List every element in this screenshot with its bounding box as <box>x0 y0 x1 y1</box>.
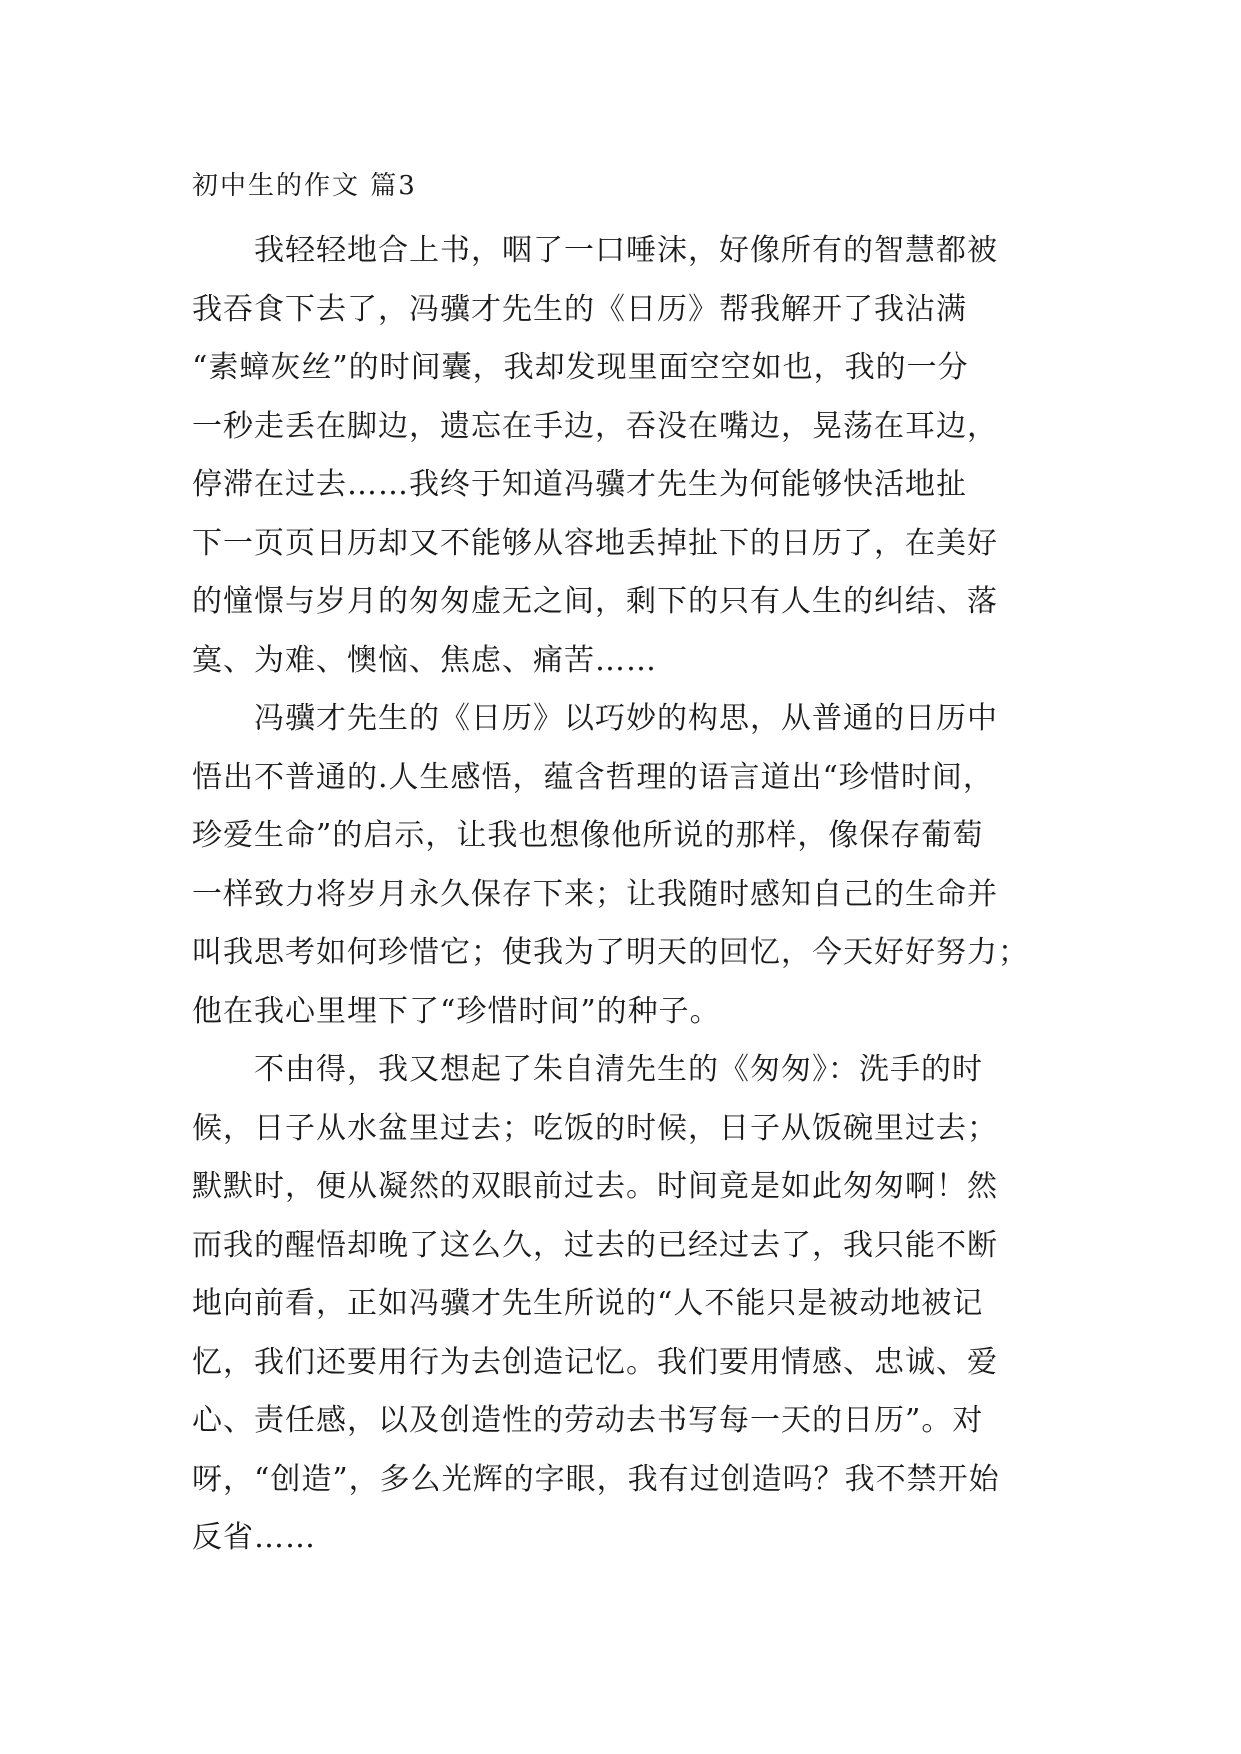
paragraph-3 <box>192 1041 1052 1568</box>
text-line: 的憧憬与岁月的匆匆虚无之间，剩下的只有人生的纠结、落 <box>192 584 998 619</box>
text-line: 叫我思考如何珍惜它；使我为了明天的回忆，今天好好努力； <box>192 935 1029 970</box>
text-line: 候，日子从水盆里过去；吃饭的时候，日子从饭碗里过去； <box>192 1110 998 1146</box>
text-line: 我轻轻地合上书，咽了一口唾沫，好像所有的智慧都被 <box>192 233 998 268</box>
text-line: “素蟑灰丝”的时间囊，我却发现里面空空如也，我的一分 <box>192 350 969 385</box>
text-line: 呀，“创造”，多么光辉的字眼，我有过创造吗？我不禁开始 <box>192 1461 1000 1497</box>
essay-title: 初中生的作文 篇3 <box>192 171 417 201</box>
text-line: 不由得，我又想起了朱自清先生的《匆匆》：洗手的时 <box>192 1052 983 1087</box>
text-line: 停滞在过去……我终于知道冯骥才先生为何能够快活地扯 <box>192 467 967 502</box>
text-line: 珍爱生命”的启示，让我也想像他所说的那样，像保存葡萄 <box>192 818 984 853</box>
text-line: 他在我心里埋下了“珍惜时间”的种子。 <box>192 993 721 1029</box>
paragraph-1 <box>192 222 1052 690</box>
essay-body <box>192 222 1052 1568</box>
text-line: 一样致力将岁月永久保存下来；让我随时感知自己的生命并 <box>192 876 998 912</box>
text-line: 忆，我们还要用行为去创造记忆。我们要用情感、忠诚、爱 <box>192 1344 998 1380</box>
text-line: 我吞食下去了，冯骥才先生的《日历》帮我解开了我沾满 <box>192 291 967 327</box>
paragraph-2 <box>192 690 1052 1041</box>
text-line: 而我的醒悟却晚了这么久，过去的已经过去了，我只能不断 <box>192 1227 998 1263</box>
text-line: 心、责任感，以及创造性的劳动去书写每一天的日历”。对 <box>192 1403 984 1438</box>
text-line: 寞、为难、懊恼、焦虑、痛苦…… <box>192 642 657 678</box>
text-line: 地向前看，正如冯骥才先生所说的“人不能只是被动地被记 <box>192 1286 984 1321</box>
text-line: 冯骥才先生的《日历》以巧妙的构思，从普通的日历中 <box>192 701 998 736</box>
text-line: 悟出不普通的.人生感悟，蕴含哲理的语言道出“珍惜时间， <box>192 759 994 795</box>
text-line: 下一页页日历却又不能够从容地丢掉扯下的日历了，在美好 <box>192 525 998 561</box>
text-line: 一秒走丢在脚边，遗忘在手边，吞没在嘴边，晃荡在耳边， <box>192 408 998 444</box>
text-line: 默默时，便从凝然的双眼前过去。时间竟是如此匆匆啊！然 <box>192 1169 998 1204</box>
text-line: 反省…… <box>192 1520 316 1555</box>
